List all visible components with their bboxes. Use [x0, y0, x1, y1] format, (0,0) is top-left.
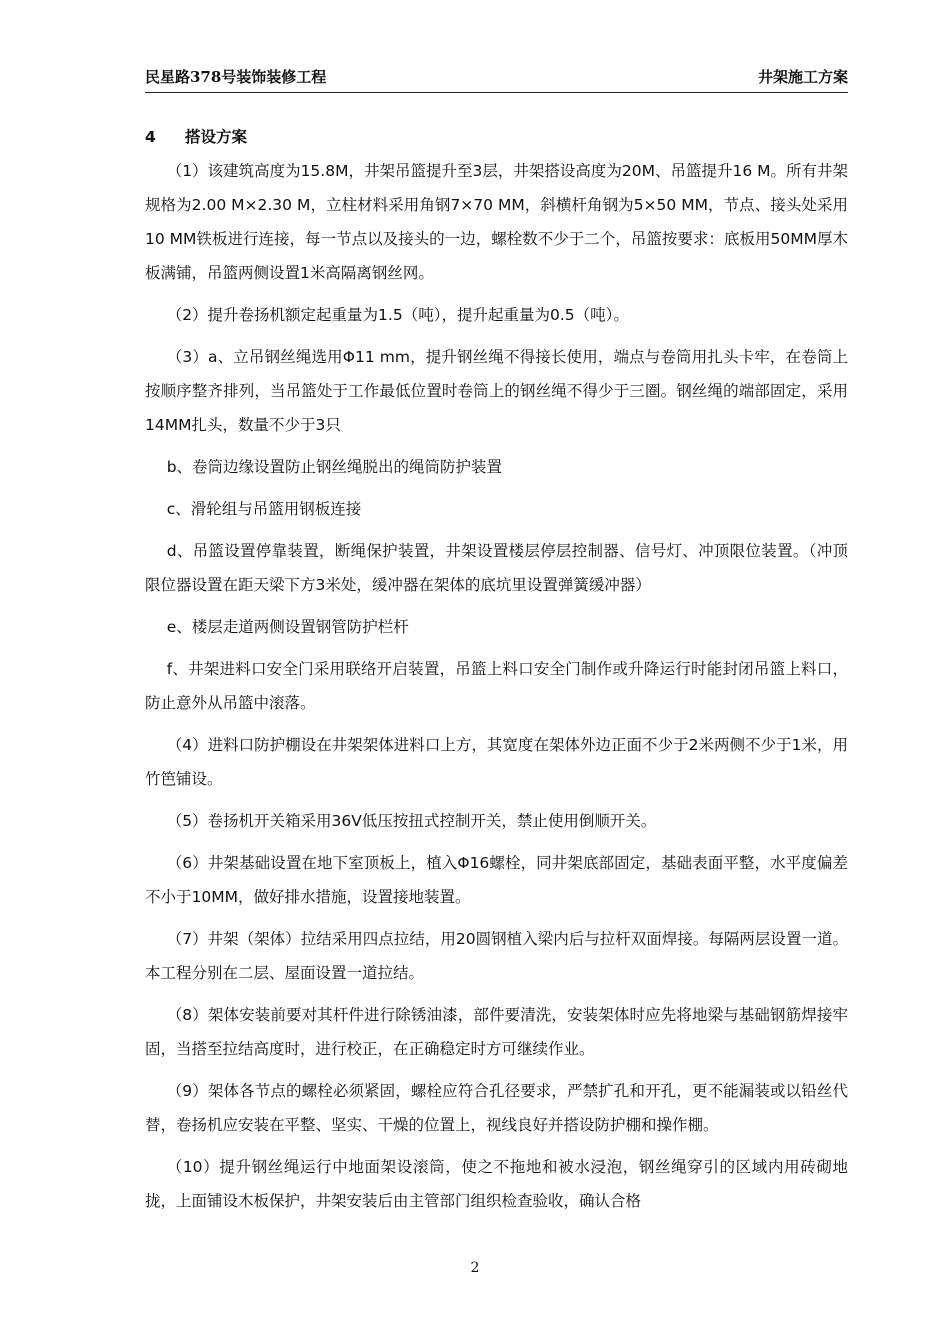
header-project-name: 民星路378号装饰装修工程: [145, 68, 327, 86]
paragraph-3d: d、吊篮设置停靠装置，断绳保护装置，井架设置楼层停层控制器、信号灯、冲顶限位装置。（冲顶限位器设置在距天梁下方3米处，缓冲器在架体的底坑里设置弹簧缓冲器）: [145, 542, 848, 594]
paragraph-3e: e、楼层走道两侧设置钢管防护栏杆: [166, 618, 409, 636]
paragraph-1: （1）该建筑高度为15.8M，井架吊篮提升至3层，井架搭设高度为20M、吊篮提升16 M。所有井架规格为2.00 M×2.30 M，立柱材料采用角钢7×70 MM，斜横杆角钢为5×50 MM，节点、接头处采用10 MM铁板进行连接，每一节点以及接头的一边，螺栓数不少于二个，吊篮按要求：底板用50MM厚木板满铺，吊篮两侧设置1米高隔离钢丝网。: [145, 162, 848, 282]
paragraph-3b: b、卷筒边缘设置防止钢丝绳脱出的绳筒防护装置: [166, 458, 503, 476]
paragraph-4: （4）进料口防护棚设在井架架体进料口上方，其宽度在架体外边正面不少于2米两侧不少于1米，用竹笆铺设。: [145, 736, 848, 788]
document-body: [145, 120, 848, 1226]
paragraph-3c: c、滑轮组与吊篮用钢板连接: [166, 500, 362, 518]
paragraph-7: （7）井架（架体）拉结采用四点拉结，用20圆钢植入梁内后与拉杆双面焊接。每隔两层设置一道。本工程分别在二层、屋面设置一道拉结。: [145, 930, 848, 982]
paragraph-9: （9）架体各节点的螺栓必须紧固，螺栓应符合孔径要求，严禁扩孔和开孔，更不能漏装或以铅丝代替，卷扬机应安装在平整、坚实、干燥的位置上，视线良好并搭设防护棚和操作棚。: [145, 1082, 848, 1134]
paragraph-8: （8）架体安装前要对其杆件进行除锈油漆，部件要清洗，安装架体时应先将地梁与基础钢筋焊接牢固，当搭至拉结高度时，进行校正，在正确稳定时方可继续作业。: [145, 1006, 848, 1058]
paragraph-3f: f、井架进料口安全门采用联络开启装置，吊篮上料口安全门制作或升降运行时能封闭吊篮上料口，防止意外从吊篮中滚落。: [145, 660, 848, 712]
paragraph-2: （2）提升卷扬机额定起重量为1.5（吨），提升起重量为0.5（吨）。: [166, 306, 629, 324]
page-header: [145, 60, 848, 93]
section-number: 4: [145, 128, 156, 146]
paragraph-10: （10）提升钢丝绳运行中地面架设滚筒，使之不拖地和被水浸泡，钢丝绳穿引的区域内用砖砌地拢，上面铺设木板保护，井架安装后由主管部门组织检查验收，确认合格: [145, 1158, 848, 1210]
header-document-title: 井架施工方案: [757, 68, 848, 86]
page-number: 2: [470, 1260, 480, 1276]
section-heading: [145, 120, 848, 154]
paragraph-5: （5）卷扬机开关箱采用36V低压按扭式控制开关，禁止使用倒顺开关。: [166, 812, 657, 830]
section-title: 搭设方案: [185, 128, 248, 146]
paragraph-6: （6）井架基础设置在地下室顶板上，植入Φ16螺栓，同井架底部固定，基础表面平整，水平度偏差不小于10MM，做好排水措施，设置接地装置。: [145, 854, 848, 906]
paragraph-3a: （3）a、立吊钢丝绳选用Φ11 mm，提升钢丝绳不得接长使用，端点与卷筒用扎头卡牢，在卷筒上按顺序整齐排列，当吊篮处于工作最低位置时卷筒上的钢丝绳不得少于三圈。钢丝绳的端部固定，采用14MM扎头，数量不少于3只: [145, 348, 848, 434]
